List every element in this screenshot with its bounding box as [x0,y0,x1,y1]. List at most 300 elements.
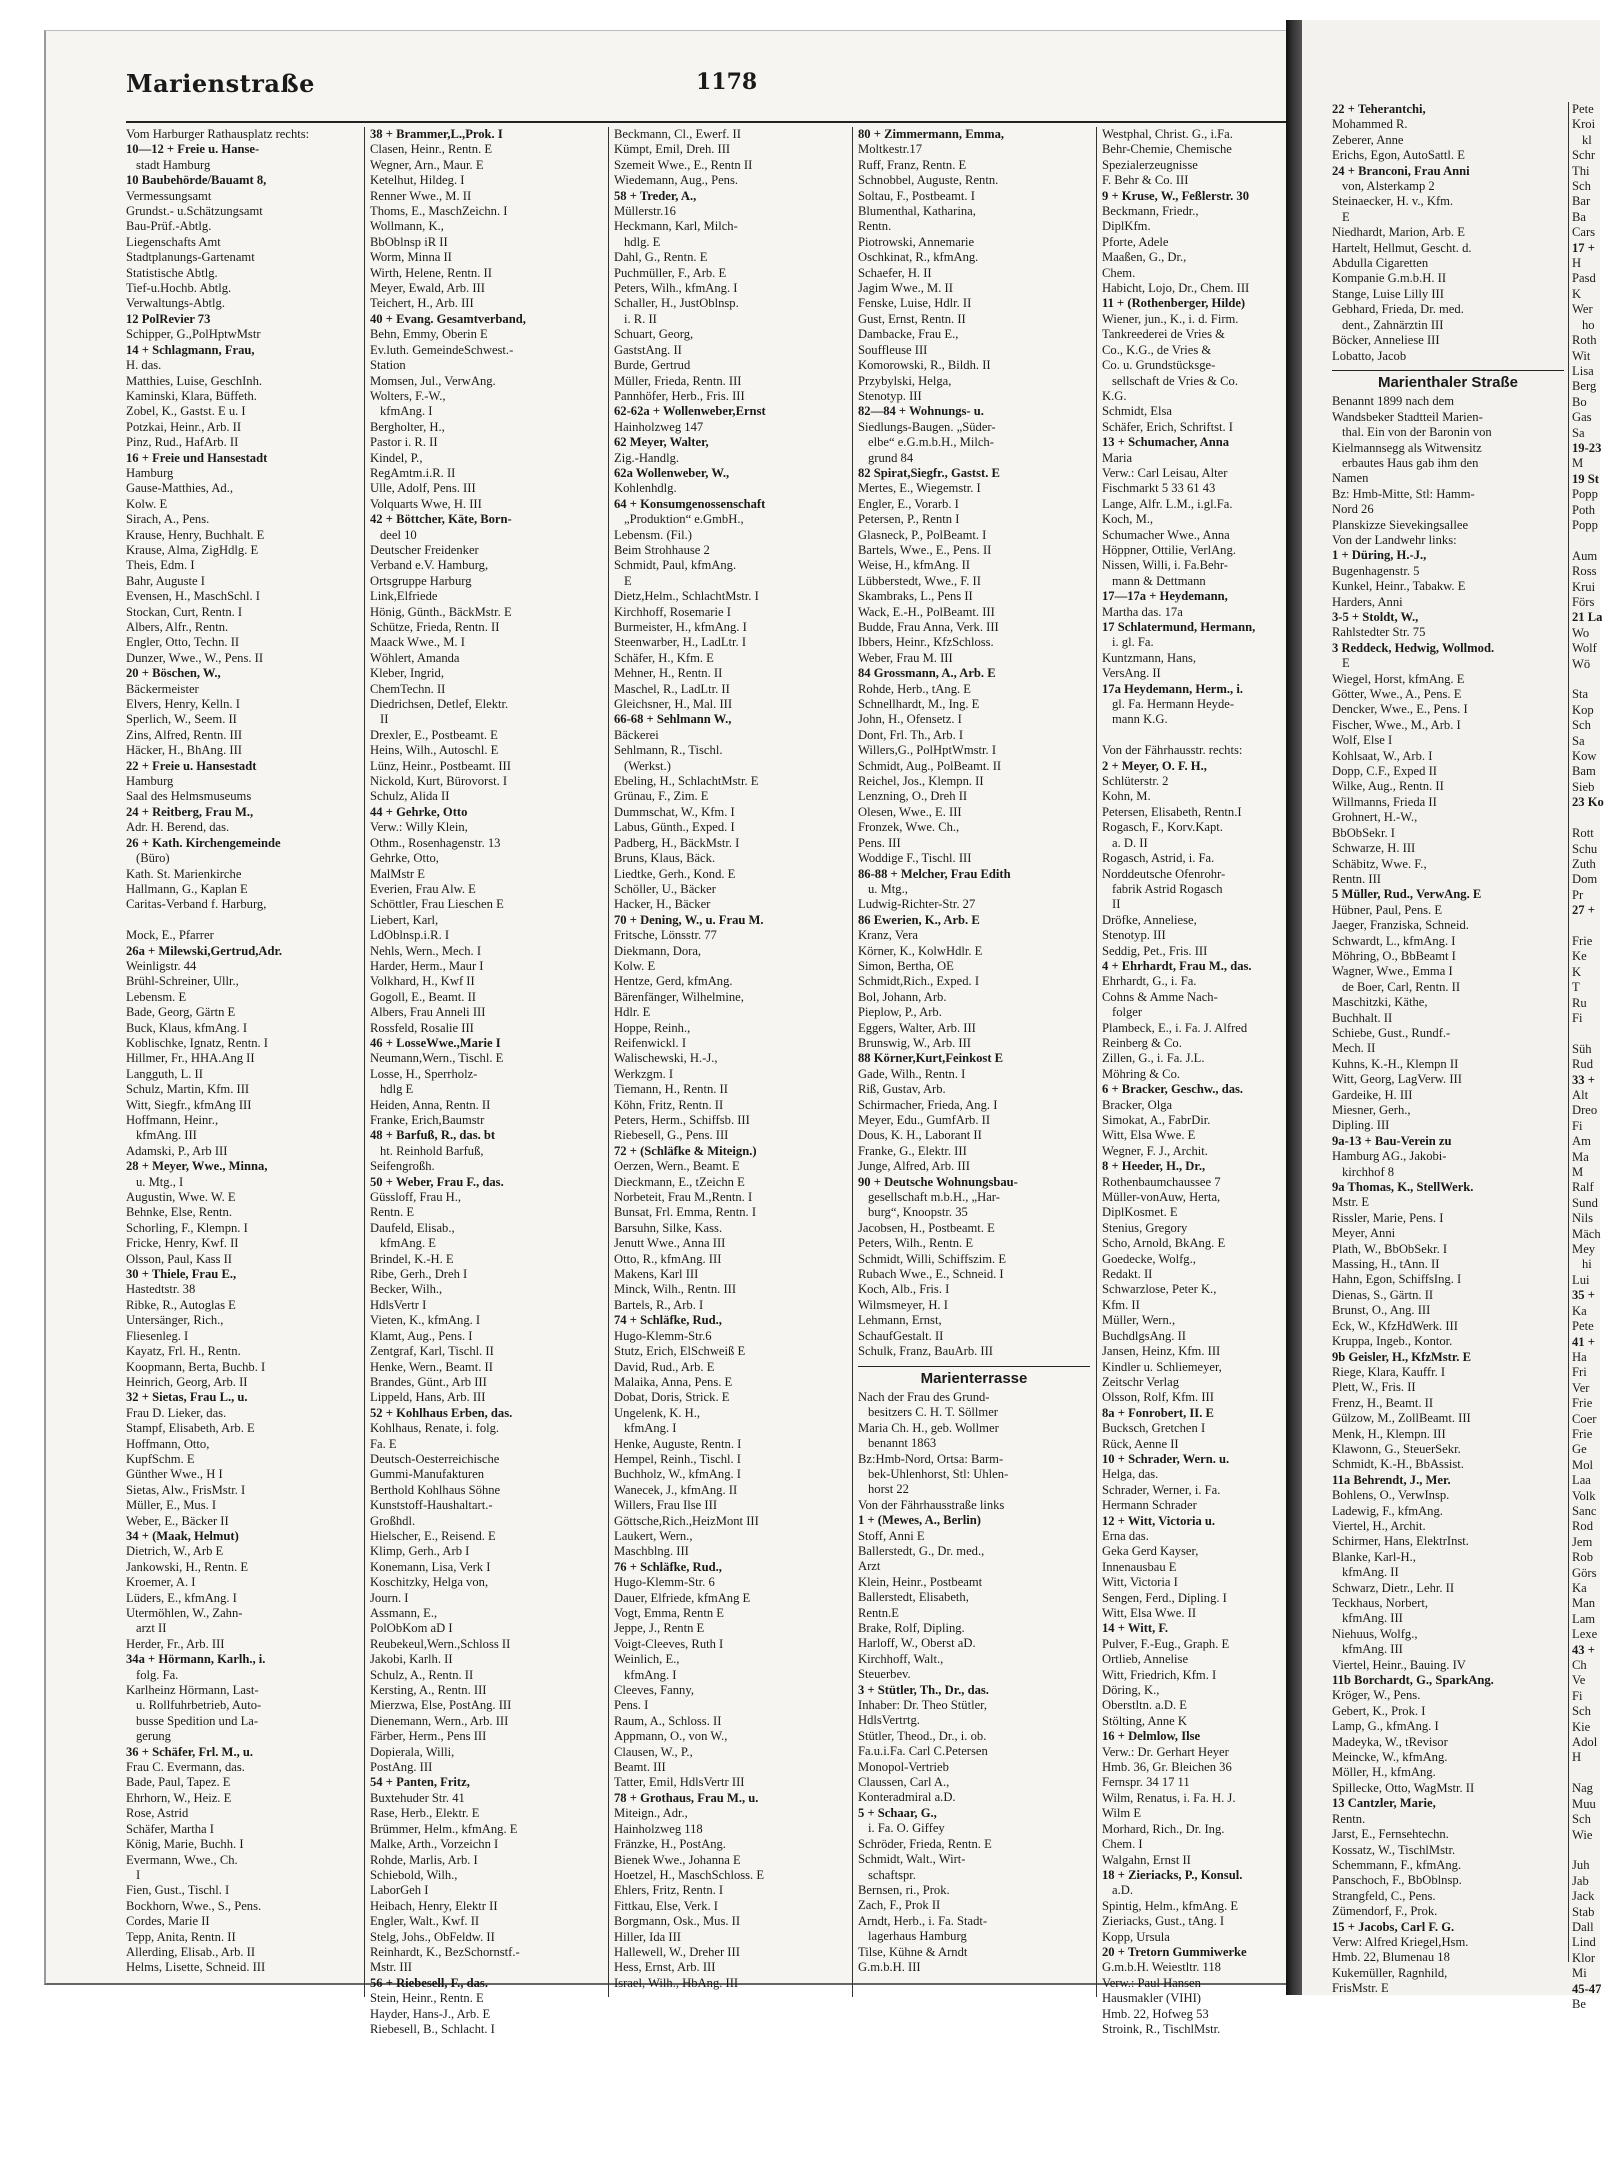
directory-entry: Kirchhoff, Rosemarie I [614,604,731,619]
directory-entry: F. Behr & Co. III [1102,173,1189,188]
directory-entry: Wo [1572,625,1590,640]
directory-entry: Möhring & Co. [1102,1066,1181,1081]
directory-entry: Heiden, Anna, Rentn. II [370,1097,491,1112]
directory-entry: Abdulla Cigaretten [1332,256,1429,271]
directory-entry: HdlsVertrtg. [858,1713,920,1728]
directory-entry: Müller, Frieda, Rentn. III [614,373,742,388]
directory-entry: Rohde, Herb., tAng. E [858,681,971,696]
directory-entry: Grundst.- u.Schätzungsamt [126,204,263,219]
directory-entry: Budde, Frau Anna, Verk. III [858,620,999,634]
directory-entry: Strangfeld, C., Pens. [1332,1888,1436,1903]
directory-entry: Schirmacher, Frieda, Ang. I [858,1097,998,1112]
directory-entry: Piotrowski, Annemarie [858,234,975,249]
directory-entry: Stab [1572,1904,1595,1919]
column-divider [364,127,365,1997]
directory-entry: Oberstltn. a.D. E [1102,1698,1187,1713]
directory-entry: Simon, Bertha, OE [858,958,954,973]
directory-entry: Krause, Alma, ZigHdlg. E [126,542,259,557]
directory-entry: Mock, E., Pfarrer [126,928,214,943]
directory-entry: 17 Schlatermund, Hermann, [1102,620,1256,634]
directory-entry: Zig.-Handlg. [614,450,680,465]
directory-entry: Erichs, Egon, AutoSattl. E [1332,148,1465,163]
directory-entry: Bol, Johann, Arb. [858,989,947,1004]
directory-entry: Fernspr. 34 17 11 [1102,1775,1190,1790]
directory-entry: Gehrke, Otto, [370,851,439,866]
directory-entry: König, Marie, Buchh. I [126,1837,244,1852]
directory-entry: Behn, Emmy, Oberin E [370,327,488,342]
directory-entry: Zieriacks, Gust., tAng. I [1102,1914,1225,1929]
directory-entry: Konemann, Lisa, Verk I [370,1559,491,1574]
directory-entry: 80 + Zimmermann, Emma, [858,127,1005,141]
directory-entry: Hempel, Reinh., Tischl. I [614,1451,741,1466]
directory-entry: Rentn. [858,219,892,234]
directory-entry: Hamburg [126,774,174,789]
directory-entry: Heibach, Henry, Elektr II [370,1898,498,1913]
directory-entry: Plath, W., BbObSekr. I [1332,1241,1448,1256]
directory-entry: Erna das. [1102,1528,1149,1543]
directory-entry: Westphal, Christ. G., i.Fa. [1102,127,1233,141]
directory-entry: Martha das. 17a [1102,604,1183,619]
directory-entry: 30 + Thiele, Frau E., [126,1267,237,1282]
directory-entry: Komorowski, R., Bildh. II [858,358,991,373]
directory-entry: Stenotyp. III [858,388,922,403]
directory-entry: Buxtehuder Str. 41 [370,1790,465,1805]
directory-entry: Sanc [1572,1503,1597,1518]
directory-entry: Tankreederei de Vries & [1102,327,1225,342]
directory-entry: Willers, Frau Ilse III [614,1498,718,1513]
directory-entry: a.D. [1112,1883,1133,1898]
directory-entry: i. R. II [624,311,657,326]
directory-entry: Planskizze Sievekingsallee [1332,517,1469,532]
directory-entry [1572,919,1612,934]
directory-entry: Gas [1572,410,1592,425]
directory-entry: Arndt, Herb., i. Fa. Stadt- [858,1913,988,1928]
directory-entry: Olsson, Rolf, Kfm. III [1102,1390,1214,1405]
directory-entry: M [1572,1165,1584,1180]
directory-entry: hdlg. E [624,234,661,249]
directory-entry: Dopierala, Willi, [370,1744,455,1759]
directory-entry: Burde, Gertrud [614,358,691,373]
directory-entry: 32 + Sietas, Frau L., u. [126,1390,248,1405]
directory-entry: mann & Dettmann [1112,573,1206,588]
directory-entry: 36 + Schäfer, Frl. M., u. [126,1744,254,1759]
directory-entry: 56 + Riebesell, F., das. [370,1975,488,1990]
directory-entry: Coer [1572,1411,1597,1426]
directory-entry: Ehrhardt, G., i. Fa. [1102,974,1197,989]
directory-entry: Co. u. Grundstücksge- [1102,358,1216,373]
directory-entry: Helms, Lisette, Schneid. III [126,1960,266,1975]
directory-entry: Rose, Astrid [126,1806,189,1821]
directory-entry: Redakt. II [1102,1267,1153,1282]
directory-entry: Nord 26 [1332,502,1374,517]
directory-entry: Schumacher Wwe., Anna [1102,527,1230,542]
directory-entry: Langguth, L. II [126,1066,203,1081]
directory-entry: Poth [1572,502,1596,517]
directory-entry: Ludwig-Richter-Str. 27 [858,897,976,912]
directory-entry: kfmAng. I [624,1667,677,1682]
directory-entry: Schmidt, Walt., Wirt- [858,1852,966,1867]
directory-entry: Schmidt, Aug., PolBeamt. II [858,758,1002,773]
directory-entry: Hacker, H., Bäcker [614,897,711,912]
directory-entry: Ortsgruppe Harburg [370,573,472,588]
directory-entry: Hausmakler (VIHI) [1102,1991,1201,2006]
directory-entry: Kindel, P., [370,450,423,465]
directory-entry: Fliesenleg. I [126,1328,189,1343]
directory-entry: Wandsbeker Stadtteil Marien- [1332,409,1483,424]
directory-entry: Fi [1572,1010,1583,1025]
directory-entry: Elvers, Henry, Kelln. I [126,697,240,712]
directory-entry: kfmAng. III [136,1128,197,1143]
directory-entry: 10 + Schrader, Wern. u. [1102,1451,1230,1466]
directory-entry: Mstr. III [370,1960,412,1975]
directory-entry: Pinz, Rud., HafArb. II [126,435,239,450]
directory-entry: Kohn, M. [1102,789,1151,804]
directory-entry: Fronzek, Wwe. Ch., [858,820,960,835]
directory-entry: Wirth, Helene, Rentn. II [370,265,492,280]
directory-entry: Hamburg AG., Jakobi- [1332,1149,1447,1164]
directory-entry: Diedrichsen, Detlef, Elektr. [370,697,509,712]
directory-entry: Ka [1572,1581,1587,1595]
directory-entry: I [136,1867,141,1882]
directory-entry: Beckmann, Friedr., [1102,204,1199,219]
directory-entry: Kroi [1572,117,1596,132]
directory-entry: Wilm E [1102,1806,1142,1821]
directory-entry: Döring, K., [1102,1683,1160,1698]
directory-entry: Kielmannsegg als Witwensitz [1332,440,1482,455]
directory-entry: Bade, Paul, Tapez. E [126,1775,231,1790]
directory-entry: Hiller, Ida III [614,1929,681,1944]
directory-entry: Hoetzel, H., MaschSchloss. E [614,1867,765,1882]
directory-entry: Voigt-Cleeves, Ruth I [614,1636,724,1651]
directory-entry: folg. Fa. [136,1667,179,1682]
directory-entry: (Werkst.) [624,758,671,773]
directory-entry: Theis, Edm. I [126,558,195,573]
directory-entry: Koch, Alb., Fris. I [858,1282,950,1297]
column-divider [852,127,853,1997]
directory-entry: Jack [1572,1889,1595,1904]
directory-entry: Szemeit Wwe., E., Rentn II [614,157,753,172]
directory-entry: Schnobbel, Auguste, Rentn. [858,173,999,188]
directory-entry: Roth [1572,333,1597,348]
directory-entry: Zach, F., Prok II [858,1898,941,1913]
directory-entry: 4 + Ehrhardt, Frau M., das. [1102,958,1252,973]
directory-entry: E [1342,656,1350,671]
directory-entry: Sirach, A., Pens. [126,512,210,527]
directory-entry: Rahlstedter Str. 75 [1332,625,1426,640]
directory-entry: Skambraks, L., Pens II [858,589,973,604]
directory-entry: Wie [1572,1827,1593,1842]
directory-entry: Teichert, H., Arb. III [370,296,474,311]
directory-entry: Brake, Rolf, Dipling. [858,1621,965,1635]
directory-entry: Bohlens, O., VerwInsp. [1332,1488,1450,1503]
directory-entry: Petersen, P., Rentn I [858,512,960,527]
directory-entry: u. Mtg., I [136,1174,184,1189]
directory-entry: Meyer, Ewald, Arb. III [370,281,485,296]
directory-entry: 26 + Kath. Kirchengemeinde [126,835,281,850]
directory-entry: Koblischke, Ignatz, Rentn. I [126,1035,268,1050]
directory-entry: Jem [1572,1534,1593,1549]
directory-entry: Jenutt Wwe., Anna III [614,1236,726,1251]
directory-entry: 62a Wollenweber, W., [614,465,730,480]
directory-entry: Olesen, Wwe., E. III [858,804,962,819]
directory-entry: Wolf [1572,641,1597,656]
directory-entry: Station [370,358,406,373]
directory-entry: Becker, Wilh., [370,1282,443,1297]
directory-entry: Lobatto, Jacob [1332,348,1407,363]
directory-entry: Heinrich, Georg, Arb. II [126,1374,248,1389]
running-head-street: Marienstraße [126,69,315,98]
directory-entry: benannt 1863 [868,1436,937,1451]
directory-entry: sellschaft de Vries & Co. [1112,373,1238,388]
directory-entry: FrisMstr. E [1332,1981,1389,1996]
directory-entry: Mi [1572,1966,1587,1981]
directory-entry: Fa. E [370,1436,397,1451]
directory-entry: de Boer, Carl, Rentn. II [1342,979,1461,994]
directory-entry: Teckhaus, Norbert, [1332,1596,1428,1610]
directory-entry: kfmAng. II [1342,1565,1399,1580]
directory-entry: Gardeike, H. III [1332,1087,1413,1102]
directory-entry: kl [1582,132,1592,147]
directory-entry: Stelg, Johs., ObFeldw. II [370,1929,495,1944]
directory-entry: Witt, Friedrich, Kfm. I [1102,1667,1217,1682]
directory-entry: Reichel, Jos., Klempn. II [858,774,984,789]
directory-entry: 20 + Böschen, W., [126,666,221,681]
column-divider [608,127,609,1997]
directory-entry: 44 + Gehrke, Otto [370,804,468,819]
directory-entry: Klimp, Gerh., Arb I [370,1544,470,1559]
directory-entry: Hallmann, G., Kaplan E [126,881,248,896]
directory-entry: Plett, W., Fris. II [1332,1380,1416,1395]
directory-entry: MalMstr E [370,866,425,881]
directory-entry: Hayder, Hans-J., Arb. E [370,2006,491,2021]
directory-entry: Köhn, Fritz, Rentn. II [614,1097,724,1112]
directory-entry: BuchdlgsAng. II [1102,1328,1186,1343]
directory-entry: Lange, Alfr. L.M., i.gl.Fa. [1102,496,1233,511]
directory-entry: Witt, Siegfr., kfmAng III [126,1097,252,1112]
directory-entry: Fa.u.i.Fa. Carl C.Petersen [858,1744,988,1759]
directory-entry: Ketelhut, Hildeg. I [370,173,465,188]
directory-entry: Spintig, Helm., kfmAng. E [1102,1898,1239,1913]
directory-entry: Jeppe, J., Rentn E [614,1621,705,1636]
directory-entry: Namen [1332,471,1369,486]
directory-entry: „Produktion“ e.GmbH., [624,512,744,527]
directory-entry: Muu [1572,1796,1596,1811]
directory-entry: Schaefer, H. II [858,265,932,280]
directory-entry: Sch [1572,718,1591,733]
directory-entry: Dreo [1572,1103,1598,1118]
directory-entry: Stange, Luise Lilly III [1332,286,1444,301]
directory-entry: Eggers, Walter, Arb. III [858,1020,976,1035]
directory-entry: Schmidt,Rich., Exped. I [858,974,980,989]
directory-entry: E [624,573,632,588]
directory-entry: 48 + Barfuß, R., das. bt [370,1128,496,1143]
directory-column-3 [614,127,846,1997]
directory-entry: Habicht, Lojo, Dr., Chem. III [1102,281,1250,296]
directory-entry: Ulle, Adolf, Pens. III [370,481,476,496]
directory-entry: Verband e.V. Hamburg, [370,558,489,573]
book-gutter [1286,20,1302,1995]
directory-entry: Nickold, Kurt, Bürovorst. I [370,774,508,789]
directory-entry: Engler, Walt., Kwf. II [370,1914,480,1929]
directory-entry: kfmAng. I [624,1421,677,1436]
directory-entry: Mstr. E [1332,1195,1370,1210]
right-directory-column-1 [1332,102,1564,1996]
directory-entry: Albers, Frau Anneli III [370,1005,486,1020]
directory-entry: Ladewig, F., kfmAng. [1332,1503,1443,1518]
directory-entry: Gogoll, E., Beamt. II [370,989,476,1004]
directory-entry: Arzt [858,1559,881,1574]
directory-entry: Witt, Elsa Wwe. E [1102,1128,1196,1143]
directory-entry: Kirchhoff, Walt., [858,1651,944,1666]
directory-entry: Rogasch, F., Korv.Kapt. [1102,820,1223,835]
directory-entry: Bau-Prüf.-Abtlg. [126,219,212,234]
directory-entry: 17 + [1572,240,1595,255]
directory-entry: (Büro) [136,851,170,866]
directory-entry: Innenausbau E [1102,1559,1177,1574]
directory-entry: Liebert, Karl, [370,912,439,927]
directory-entry: Rud [1572,1057,1593,1072]
directory-entry: Oerzen, Wern., Beamt. E [614,1159,740,1174]
directory-entry: Thoms, E., MaschZeichn. I [370,204,508,219]
directory-entry: Wilm, Renatus, i. Fa. H. J. [1102,1790,1236,1805]
directory-entry: Fri [1572,1365,1587,1380]
directory-entry: Miesner, Gerh., [1332,1103,1411,1117]
directory-entry: kfmAng. E [380,1236,436,1251]
directory-entry: Wegner, Arn., Maur. E [370,157,484,172]
directory-entry: Bar [1572,194,1591,209]
directory-entry: Panschoch, F., BbOblnsp. [1332,1873,1462,1888]
directory-entry: Dummschat, W., Kfm. I [614,804,735,819]
directory-entry: Bugenhagenstr. 5 [1332,563,1420,578]
directory-entry: Wilke, Aug., Rentn. II [1332,779,1444,794]
directory-entry: Eck, W., KfzHdWerk. III [1332,1318,1458,1333]
directory-entry: Statistische Abtlg. [126,265,218,280]
directory-entry: Dipling. III [1332,1118,1390,1133]
directory-entry: Sietas, Alw., FrisMstr. I [126,1482,246,1497]
directory-entry: Souffleuse III [858,342,928,357]
directory-entry: Scho, Arnold, BkAng. E [1102,1236,1226,1251]
directory-entry: deel 10 [380,527,417,542]
directory-entry: Seifengroßh. [370,1159,435,1174]
directory-entry: Walischewski, H.-J., [614,1051,718,1066]
directory-entry: Zümendorf, F., Prok. [1332,1904,1438,1919]
directory-entry: Padberg, H., BäckMstr. I [614,835,740,850]
directory-entry: 11b Borchardt, G., SparkAng. [1332,1673,1494,1688]
directory-entry: Schulz, Martin, Kfm. III [126,1082,250,1097]
directory-entry: Fricke, Henry, Kwf. II [126,1236,239,1251]
directory-entry: Brindel, K.-H. E [370,1251,454,1266]
directory-entry: Dahl, G., Rentn. E [614,250,708,265]
directory-entry: Kayatz, Frl. H., Rentn. [126,1344,241,1359]
directory-entry: Bucksch, Gretchen I [1102,1421,1206,1436]
directory-entry: Reinberg & Co. [1102,1035,1182,1050]
directory-entry: Burmeister, H., kfmAng. I [614,620,747,634]
directory-entry: Stölting, Anne K [1102,1713,1188,1728]
directory-entry: Verwaltungs-Abtlg. [126,296,225,311]
directory-entry: Niedhardt, Marion, Arb. E [1332,225,1465,240]
directory-entry: Blanke, Karl-H., [1332,1549,1416,1564]
directory-entry: Ka [1572,1303,1587,1318]
directory-entry: 46 + LosseWwe.,Marie I [370,1035,501,1050]
directory-entry: 13 + Schumacher, Anna [1102,435,1230,450]
directory-entry: Juh [1572,1858,1590,1873]
directory-entry: Süh [1572,1041,1592,1056]
directory-entry: Schwardt, L., kfmAng. I [1332,933,1456,948]
directory-entry: Cordes, Marie II [126,1914,210,1929]
directory-entry: ht. Reinhold Barfuß, [380,1143,484,1158]
directory-entry: Saal des Helmsmuseums [126,789,252,804]
directory-entry: Kossatz, W., TischlMstr. [1332,1842,1456,1857]
directory-entry: Stampf, Elisabeth, Arb. E [126,1421,255,1436]
directory-entry: Sch [1572,179,1591,194]
directory-entry: 64 + Konsumgenossenschaft [614,496,766,511]
directory-entry: 9b Geisler, H., KfzMstr. E [1332,1349,1471,1364]
directory-entry: 78 + Grothaus, Frau M., u. [614,1790,759,1805]
directory-entry: 6 + Bracker, Geschw., das. [1102,1082,1244,1097]
directory-entry: Verw.: Paul Hansen [1102,1975,1201,1990]
directory-entry: Hainholzweg 118 [614,1821,703,1836]
directory-entry: Reubekeul,Wern.,Schloss II [370,1636,511,1651]
directory-entry: Hoffmann, Heinr., [126,1113,219,1127]
directory-entry: Hmb. 22, Blumenau 18 [1332,1950,1450,1965]
directory-entry: Kindler u. Schliemeyer, [1102,1359,1222,1374]
directory-entry: Schemmann, F., kfmAng. [1332,1857,1462,1872]
directory-entry: Kompanie G.m.b.H. II [1332,271,1447,286]
directory-entry: von, Alsterkamp 2 [1342,179,1435,194]
directory-entry: Reifenwickl. I [614,1035,687,1050]
directory-entry: Engler, E., Vorarb. I [858,496,959,511]
directory-entry: 17a Heydemann, Herm., i. [1102,681,1243,696]
directory-entry: 33 + [1572,1072,1595,1087]
directory-entry: Ballerstedt, G., Dr. med., [858,1543,985,1558]
directory-entry: Buchhalt. II [1332,1010,1393,1025]
directory-entry: Gülzow, M., ZollBeamt. III [1332,1411,1471,1426]
directory-entry: Steinaecker, H. v., Kfm. [1332,194,1454,209]
directory-entry: Bartels, R., Arb. I [614,1297,704,1312]
directory-entry: Journ. I [370,1590,409,1605]
directory-entry: Jab [1572,1873,1589,1888]
directory-entry: 90 + Deutsche Wohnungsbau- [858,1174,1018,1189]
directory-entry: Vom Harburger Rathausplatz rechts: [126,127,310,141]
directory-entry: Brümmer, Helm., kfmAng. E [370,1821,518,1836]
directory-entry: Frie [1572,1426,1593,1441]
directory-entry: Wer [1572,302,1593,317]
directory-entry: Rück, Aenne II [1102,1436,1179,1451]
directory-entry: Henke, Auguste, Rentn. I [614,1436,742,1451]
directory-entry: Sta [1572,687,1589,702]
directory-entry: Von der Landwehr links: [1332,532,1457,547]
directory-entry: Schwarzlose, Peter K., [1102,1282,1217,1297]
directory-entry: K.G. [1102,388,1127,403]
directory-entry: Ortlieb, Annelise [1102,1652,1189,1667]
directory-entry: Kersting, A., Rentn. III [370,1683,487,1698]
directory-entry: besitzers C. H. T. Söllmer [868,1405,999,1420]
directory-entry: Frenz, H., Beamt. II [1332,1395,1434,1410]
directory-entry: Stroink, R., TischlMstr. [1102,2021,1221,2036]
directory-entry: Bäckermeister [126,681,199,696]
directory-entry: Pulver, F.-Eug., Graph. E [1102,1636,1230,1651]
directory-entry: Ballerstedt, Elisabeth, [858,1590,969,1605]
directory-entry: Zentgraf, Karl, Tischl. II [370,1344,494,1359]
directory-entry: i. gl. Fa. [1112,635,1154,650]
directory-entry: Gleichsner, H., Mal. III [614,697,733,712]
directory-entry: Hmb. 22, Hofweg 53 [1102,2006,1209,2021]
directory-entry: grund 84 [868,450,914,465]
directory-entry: Brühl-Schreiner, Ullr., [126,974,239,989]
directory-entry: G.m.b.H. III [858,1959,921,1974]
directory-entry: Schmidt, Elsa [1102,404,1172,419]
directory-entry: Rissler, Marie, Pens. I [1332,1210,1444,1225]
